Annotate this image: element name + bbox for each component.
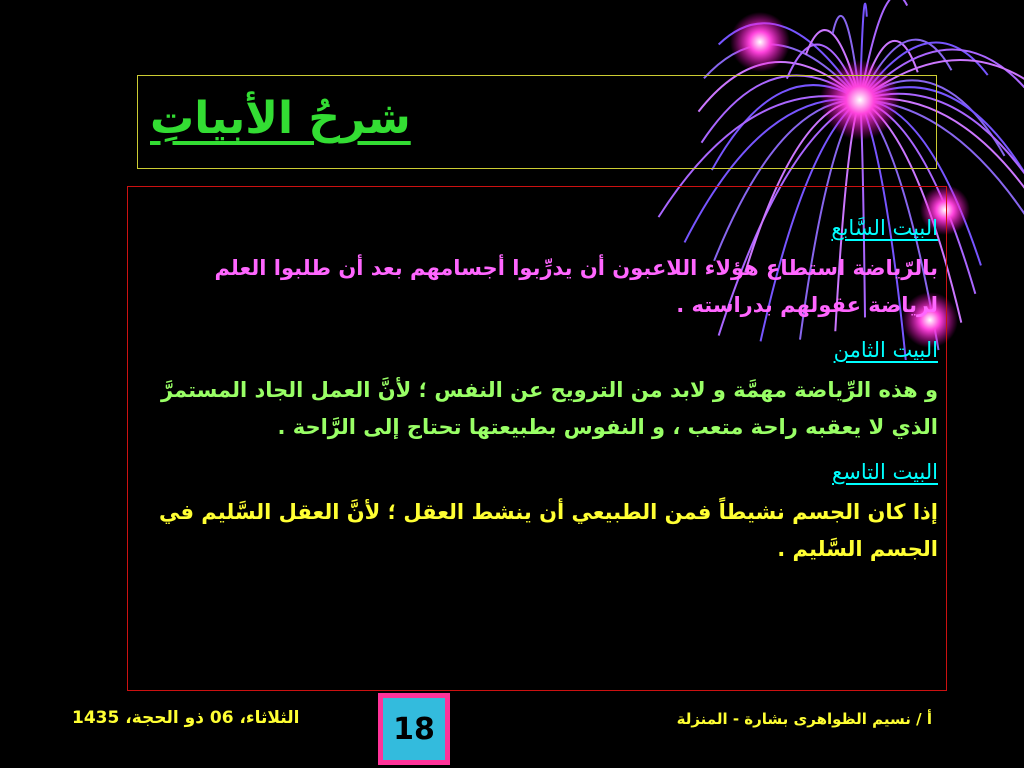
slide-title: شرحُ الأبياتِ (150, 93, 411, 144)
verse-9-text: إذا كان الجسم نشيطاً فمن الطبيعي أن ينشط العقل ؛ لأنَّ العقل السَّليم في الجسم السَّليم . (158, 500, 938, 561)
verse-8-text: و هذه الرِّياضة مهمَّة و لابد من الترويح عن النفس ؛ لأنَّ العمل الجاد المستمرَّ الذي لا يعقبه راحة متعب ، و النفوس بطبيعتها تحتاج إلى الرَّاحة . (160, 378, 938, 439)
verse-8-heading: البيت الثامن (833, 338, 938, 362)
verses-content (148, 210, 938, 576)
footer-date: الثلاثاء، 06 ذو الحجة، 1435 (72, 708, 300, 728)
page-number-badge (378, 693, 450, 765)
verse-9-heading: البيت التاسع (832, 460, 938, 484)
page-number: 18 (383, 698, 445, 760)
verse-7-text: بالرّياضة استطاع هؤلاء اللاعبون أن يدرِّبوا أجسامهم بعد أن طلبوا العلم لرياضة عقولهم بدراسته . (214, 256, 938, 317)
footer-author: أ / نسيم الظواهرى بشارة - المنزلة (676, 710, 932, 728)
verse-7-heading: البيت السَّابع (831, 216, 938, 240)
firework-glow-top (730, 12, 790, 72)
